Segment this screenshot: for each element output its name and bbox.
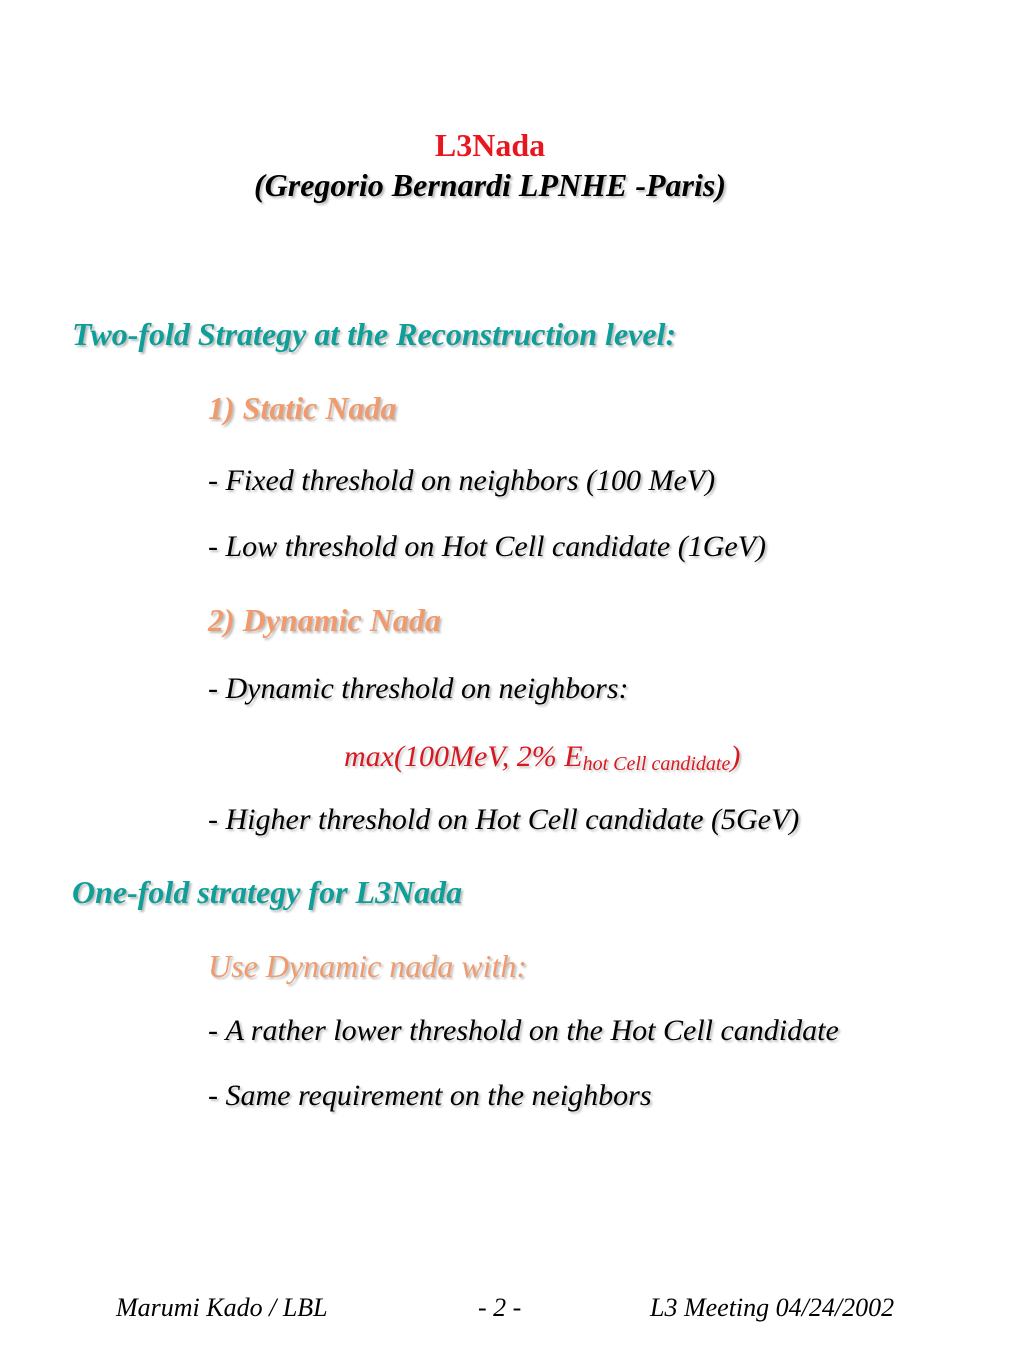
bullet-dynamic-1 xyxy=(208,670,629,708)
section-heading-two-fold: Two-fold Strategy at the Reconstruction level: xyxy=(72,316,677,352)
formula-subscript: hot Cell candidate xyxy=(582,753,731,775)
slide-subtitle: (Gregorio Bernardi LPNHE -Paris) xyxy=(254,167,726,203)
slide-title: L3Nada xyxy=(434,127,546,163)
bullet-text: Same requirement on the neighbors xyxy=(225,1079,652,1112)
dynamic-threshold-formula xyxy=(344,738,740,776)
formula-main: max(100MeV, 2% E xyxy=(344,740,583,773)
section-heading-one-fold: One-fold strategy for L3Nada xyxy=(72,874,463,910)
bullet-text: Dynamic threshold on neighbors: xyxy=(225,672,629,705)
bullet-onefold-2 xyxy=(208,1077,652,1115)
bullet-text: A rather lower threshold on the Hot Cell candidate xyxy=(225,1014,839,1047)
use-dynamic-label: Use Dynamic nada with: xyxy=(208,948,528,984)
bullet-dash: - xyxy=(208,464,226,497)
bullet-onefold-1 xyxy=(208,1012,839,1050)
bullet-static-2 xyxy=(208,528,766,566)
bullet-text: Higher threshold on Hot Cell candidate (5GeV) xyxy=(225,803,800,836)
bullet-dynamic-2 xyxy=(208,801,799,839)
bullet-static-1 xyxy=(208,462,715,500)
footer-page-number: - 2 - xyxy=(478,1293,522,1322)
bullet-dash: - xyxy=(208,1079,226,1112)
static-nada-label: 1) Static Nada xyxy=(208,390,397,426)
bullet-dash: - xyxy=(208,1014,226,1047)
bullet-dash: - xyxy=(208,672,226,705)
bullet-text: Low threshold on Hot Cell candidate (1GeV) xyxy=(225,530,766,563)
bullet-dash: - xyxy=(208,803,226,836)
bullet-dash: - xyxy=(208,530,226,563)
footer-author: Marumi Kado / LBL xyxy=(116,1293,328,1322)
formula-close: ) xyxy=(730,740,741,773)
dynamic-nada-label: 2) Dynamic Nada xyxy=(208,602,441,638)
footer-meeting-date: L3 Meeting 04/24/2002 xyxy=(650,1293,895,1322)
bullet-text: Fixed threshold on neighbors (100 MeV) xyxy=(225,464,716,497)
